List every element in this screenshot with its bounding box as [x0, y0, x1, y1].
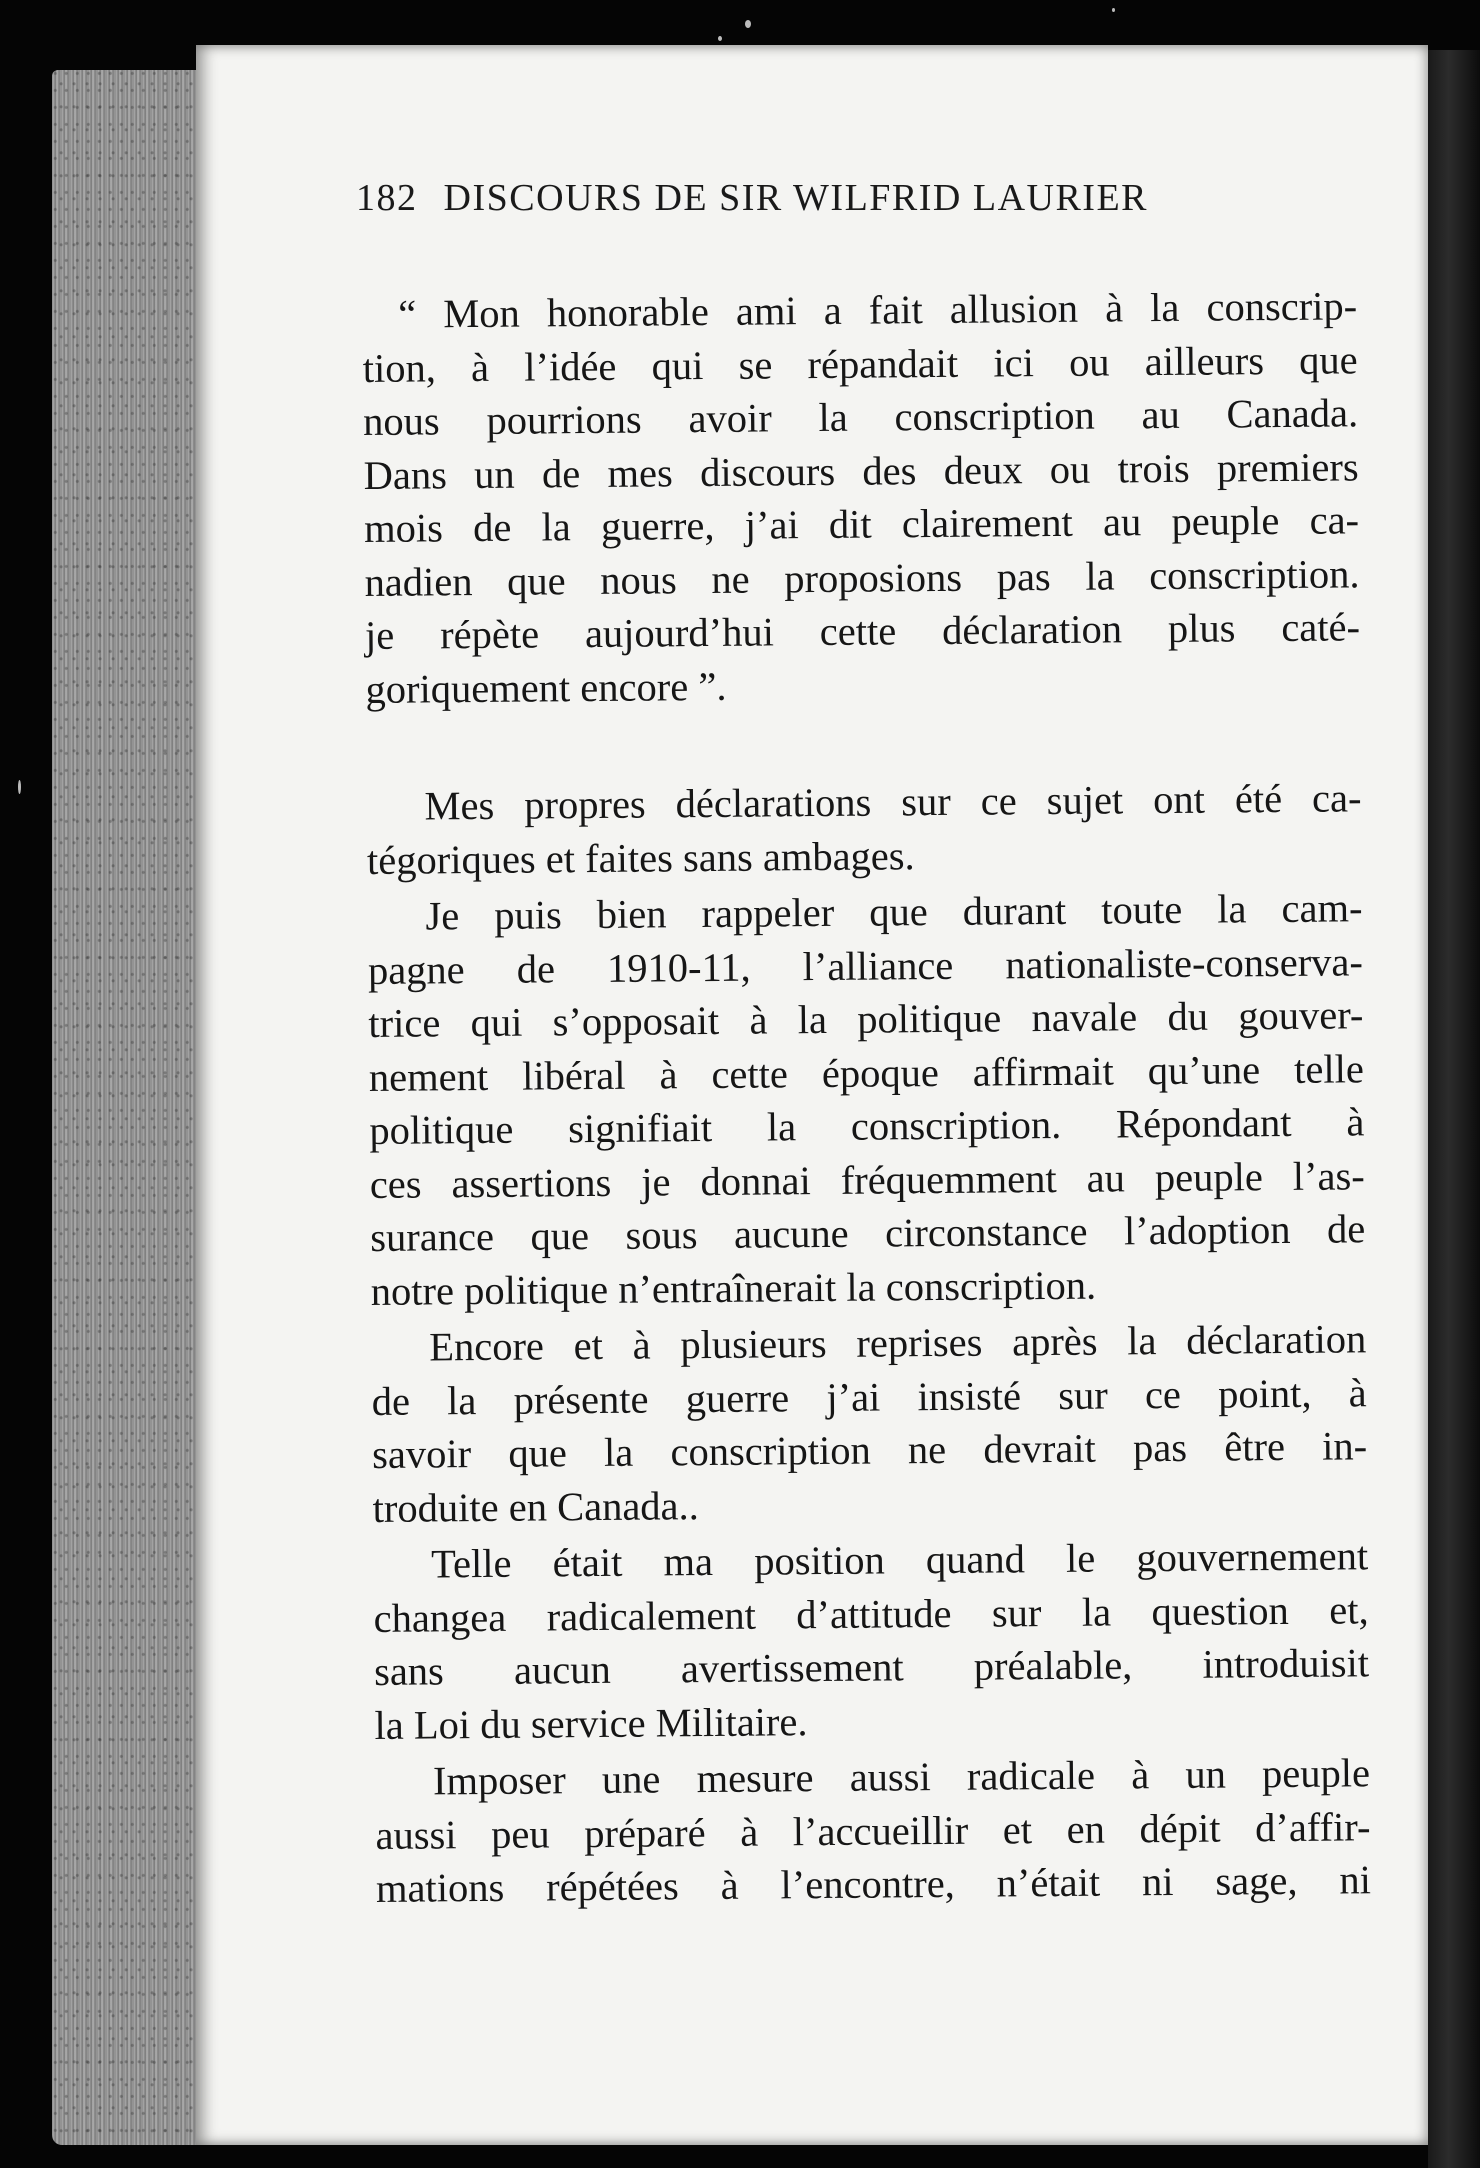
dust-speck — [18, 780, 21, 794]
text-line: Encore et à plusieurs reprises après la déclaration — [429, 1316, 1367, 1370]
paragraph — [366, 771, 1362, 887]
paragraph — [373, 1529, 1370, 1752]
paragraph — [371, 1312, 1368, 1535]
text-line: Dans un de mes discours des deux ou trois premiers — [363, 443, 1359, 498]
text-line: tion, à l’idée qui se répandait ici ou ailleurs que — [362, 336, 1358, 391]
text-line: nement libéral à cette époque affirmait qu’une telle — [368, 1045, 1365, 1100]
text-line: de la présente guerre j’ai insisté sur ce point, à — [371, 1369, 1367, 1424]
text-line: Je puis bien rappeler que durant toute la cam- — [425, 885, 1363, 939]
text-line: la Loi du service Militaire. — [374, 1698, 808, 1748]
book-page-edges — [52, 70, 202, 2145]
paragraph — [367, 881, 1366, 1318]
text-line: Imposer une mesure aussi radicale à un peuple — [432, 1750, 1371, 1804]
text-line: nous pourrions avoir la conscription au Canada. — [362, 390, 1359, 444]
paragraph — [375, 1746, 1371, 1915]
text-line: politique signifiait la conscription. Répondant à — [369, 1099, 1365, 1153]
text-line: mations répétées à l’encontre, n’était ni sage, ni — [375, 1857, 1372, 1911]
text-line: surance que sous aucune circonstance l’adoption de — [370, 1206, 1366, 1260]
running-header — [356, 176, 1316, 220]
text-line: je répète aujourd’hui cette déclaration plus caté- — [364, 604, 1361, 658]
text-line: aussi peu préparé à l’accueillir et en dépit d’affir- — [375, 1803, 1371, 1858]
dust-speck — [745, 20, 751, 28]
facing-page-edge — [1428, 50, 1480, 2168]
body-text — [362, 279, 1371, 1915]
text-line: changea radicalement d’attitude sur la question et, — [373, 1586, 1369, 1641]
text-line: mois de la guerre, j’ai dit clairement au peuple ca- — [363, 497, 1360, 551]
text-line: goriquement encore ”. — [365, 663, 727, 712]
text-line: trice qui s’opposait à la politique navale du gouver- — [368, 992, 1364, 1046]
dust-speck — [1112, 8, 1115, 12]
running-title: DISCOURS DE SIR WILFRID LAURIER — [443, 177, 1149, 219]
quoted-paragraph — [362, 279, 1361, 716]
text-line: tégoriques et faites sans ambages. — [366, 832, 915, 883]
text-line: sans aucun avertissement préalable, introduisit — [373, 1640, 1370, 1694]
text-line: nadien que nous ne proposions pas la conscription. — [364, 550, 1360, 605]
text-line: pagne de 1910-11, l’alliance nationaliste-conserva- — [367, 938, 1364, 993]
text-line: ces assertions je donnai fréquemment au peuple l’as- — [369, 1152, 1365, 1207]
text-line: troduite en Canada.. — [372, 1482, 699, 1531]
text-line: Mes propres déclarations sur ce sujet ont été ca- — [424, 775, 1362, 829]
page-number: 182 — [356, 177, 418, 219]
text-line: notre politique n’entraînerait la conscription. — [370, 1262, 1097, 1314]
text-line: “ Mon honorable ami a fait allusion à la conscrip- — [398, 283, 1358, 337]
text-line: savoir que la conscription ne devrait pas être in- — [371, 1423, 1368, 1477]
dust-speck — [718, 36, 722, 41]
text-line: Telle était ma position quand le gouvernement — [430, 1533, 1369, 1587]
